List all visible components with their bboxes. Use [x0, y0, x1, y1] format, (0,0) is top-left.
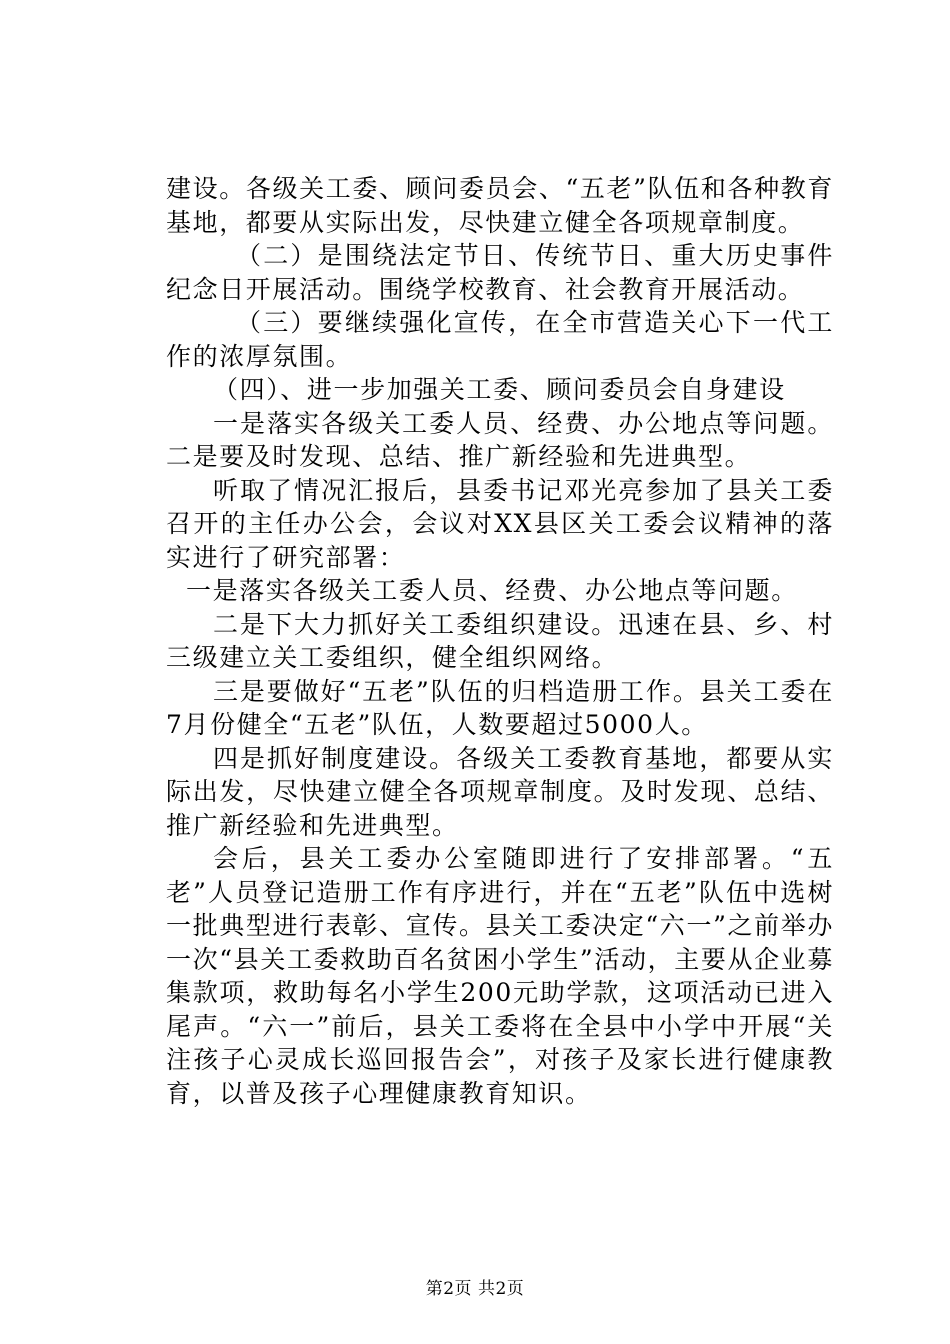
document-body: [166, 172, 834, 1110]
paragraph-point-1: 一是落实各级关工委人员、经费、办公地点等问题。: [186, 576, 798, 605]
paragraph-item-3: （三）要继续强化宣传，在全市营造关心下一代工作的浓厚氛围。: [166, 308, 834, 371]
paragraph-item-2: （二）是围绕法定节日、传统节日、重大历史事件纪念日开展活动。围绕学校教育、社会教育开展活动。: [166, 241, 834, 304]
paragraph-point-4: 四是抓好制度建设。各级关工委教育基地，都要从实际出发，尽快建立健全各项规章制度。及时发现、总结、推广新经验和先进典型。: [166, 743, 834, 840]
paragraph-report-summary: 听取了情况汇报后，县委书记邓光亮参加了县关工委召开的主任办公会，会议对XX县区关工委会议精神的落实进行了研究部署：: [166, 475, 834, 572]
paragraph-point-2: 二是下大力抓好关工委组织建设。迅速在县、乡、村三级建立关工委组织，健全组织网络。: [166, 609, 834, 672]
paragraph-point-3: 三是要做好“五老”队伍的归档造册工作。县关工委在7月份健全“五老”队伍，人数要超过5000人。: [166, 676, 834, 739]
paragraph-item-4-detail: 一是落实各级关工委人员、经费、办公地点等问题。二是要及时发现、总结、推广新经验和先进典型。: [166, 408, 834, 471]
paragraph-item-4-heading: （四）、进一步加强关工委、顾问委员会自身建设: [213, 375, 786, 404]
page-number-footer: 第2页 共2页: [425, 1279, 525, 1299]
paragraph-continuation: 建设。各级关工委、顾问委员会、“五老”队伍和各种教育基地，都要从实际出发，尽快建立健全各项规章制度。: [166, 174, 834, 237]
paragraph-follow-up: 会后，县关工委办公室随即进行了安排部署。“五老”人员登记造册工作有序进行，并在“五老”队伍中选树一批典型进行表彰、宣传。县关工委决定“六一”之前举办一次“县关工委救助百名贫困小学生”活动，主要从企业募集款项，救助每名小学生200元助学款，这项活动已进入尾声。“六一”前后，县关工委将在全县中小学中开展“关注孩子心灵成长巡回报告会”，对孩子及家长进行健康教育，以普及孩子心理健康教育知识。: [166, 844, 834, 1108]
